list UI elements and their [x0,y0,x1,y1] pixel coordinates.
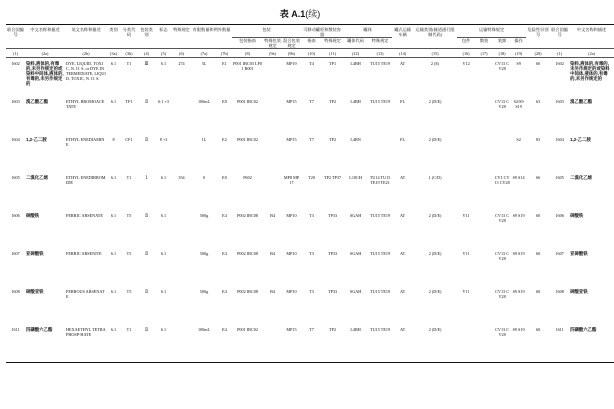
cell-loading: CV13 CV28 [495,213,509,223]
page-title-text: 表 A.1 [279,9,306,19]
col-head-portable-special: 特殊规定 [324,38,341,43]
col-number: (12) [343,49,368,58]
col-number: (8) [232,49,263,58]
cell-transport-category: 2 (D/E) [428,99,442,104]
col-head-class: 类别 [107,25,120,49]
cell-special-packing [263,324,282,363]
cell-bulk [475,248,493,286]
col-number: (6) [172,49,191,58]
cell-class: 6.1 [110,99,117,104]
col-head-transport-category: 运输类别(隧道通行限制代码) [413,25,457,49]
cell-excepted-quantity: E4 [222,213,227,218]
cell-cn-name-repeat: 砷酸亚铁 [570,289,588,294]
cell-special-provisions [172,248,191,286]
cell-en-name: ETHYL ENEDIAMINE [66,137,105,147]
cell-cn-name: 砷酸铁 [26,213,40,218]
cell-special-provisions: 274 [178,61,185,66]
cell-special-provisions [172,324,191,363]
cell-cn-name-repeat: 亚砷酸铁 [570,251,588,256]
cell-class: 6.1 [107,324,120,363]
cell-un: 1608 [11,289,20,294]
cell-limited-quantity: 500g [199,213,209,218]
col-head-hazard-id: 危险性识别号 [526,25,550,49]
cell-un-repeat: 1608 [555,289,564,294]
cell-operation: S9 S19 [511,324,526,363]
cell-hazard-id: 60 [536,289,541,294]
col-group-packaging: 包装 [232,25,301,38]
cell-loading [493,134,511,172]
table-row [6,210,614,248]
col-head-un-repeat: 联合国编号 [550,25,569,49]
cell-portable-instructions: T4 [309,61,314,66]
cell-tank-code: L4BN [350,137,361,142]
col-head-tank-special: 特殊规定 [371,38,389,43]
cell-cn-name: 四磷酸六乙酯 [25,324,65,363]
cell-class: 6.1 [110,175,117,180]
cell-tank-code: L10CH [349,175,362,180]
cell-portable-special: TP33 [328,213,338,218]
cell-bulk [475,324,493,363]
cell-operation: S9 S19 [512,289,525,294]
cell-special-provisions: 354 [178,175,185,180]
cell-label: 8 +3 [159,137,168,142]
col-head-cn-name-repeat: 中文名称和描述 [569,25,614,49]
cell-bulk [475,172,493,210]
cell-cn-name-repeat: 四磷酸六乙酯 [569,324,614,363]
column-number-row [6,49,614,58]
col-number: (15) [413,49,457,58]
cell-operation: S9 [516,61,521,66]
cell-portable-special: TP33 [328,251,338,256]
cell-special-provisions [172,286,191,324]
col-head-special-packing: 特殊包装规定 [264,38,281,48]
cell-un-repeat: 1607 [555,251,564,256]
cell-tank-vehicle: FL [400,137,406,142]
cell-packages: V12 [462,61,470,66]
cell-transport-category: 2 (D/E) [428,137,442,142]
cell-en-name: ETHYL BROMOACETATE [66,99,105,109]
col-head-packing-group: 包装类别 [138,25,155,49]
cell-special-provisions [172,210,191,248]
cell-limited-quantity: 5L [201,61,207,66]
table-header [6,25,614,58]
cell-excepted-quantity: E0 [222,175,227,180]
cell-packing-group: Ⅱ [138,324,155,363]
col-head-mixed-packing: 混合包装规定 [283,38,300,48]
cell-excepted-quantity: E4 [222,251,227,256]
cell-portable-instructions: T7 [301,324,322,363]
cell-packages: V11 [462,289,470,294]
cell-bulk [475,134,493,172]
cell-bulk [475,210,493,248]
cell-special-packing: B4 [270,289,275,294]
cell-mixed-packing: MP10 [286,213,297,218]
col-number: (13) [368,49,392,58]
cell-un: 1607 [11,251,20,256]
cell-classification-code: T5 [126,289,132,294]
cell-label: 6.1 [160,175,167,180]
cell-tank-code: SGAH [349,213,362,218]
cell-un: 1606 [11,213,20,218]
cell-cn-name: 二溴化乙烯 [26,175,48,180]
cell-packing-group: Ⅱ [145,99,148,104]
cell-loading: CV1 CV13 CV28 [494,175,510,185]
col-head-operation: 操作 [514,38,523,43]
col-number: (20) [526,49,550,58]
cell-bulk [475,286,493,324]
cell-un: 1611 [6,324,25,363]
cell-mixed-packing: MP15 [286,137,297,142]
table-row [6,286,614,324]
cell-en-name: FERRIC ARSENITE [66,251,102,256]
table-row [6,58,614,97]
cell-tank-code: L4BH [350,61,361,66]
cell-un-repeat: 1611 [550,324,569,363]
cell-bulk [475,58,493,97]
page-title [0,7,600,20]
col-head-bulk: 散装 [479,38,489,43]
cell-limited-quantity: 500g [199,251,209,256]
col-number: (7b) [217,49,232,58]
cell-class: 6.1 [110,289,117,294]
cell-excepted-quantity: E2 [222,137,227,142]
cell-hazard-id: 66 [536,175,541,180]
cell-label: 6.1 [160,213,167,218]
cell-transport-category: 2 (D/E) [428,289,442,294]
table-row [6,96,614,134]
cell-un: 1603 [11,99,20,104]
cell-tank-vehicle: AT [400,213,406,218]
table-body [6,58,614,363]
cell-classification-code: T5 [126,213,132,218]
col-number: (14) [392,49,413,58]
cell-tank-special: TU15 TE19 [370,289,391,294]
cell-portable-instructions: T20 [308,175,315,180]
col-number: (16) [457,49,475,58]
cell-class: 6.1 [110,61,117,66]
col-number: (18) [493,49,511,58]
cell-operation: S9 S19 [512,251,525,256]
cell-limited-quantity: 100mL [197,99,211,104]
col-head-loading: 装卸 [497,38,507,43]
cell-tank-special: TU15 TE19 [368,324,392,363]
col-number: (3a) [107,49,120,58]
cell-en-name: ETHYL ENEDIBROMIDE [66,175,106,185]
cell-special-packing [263,58,282,97]
cell-portable-instructions: T7 [309,99,314,104]
cell-limited-quantity: 0 [202,175,206,180]
cell-packing-instructions: P002 IBC08 [237,251,258,256]
cell-cn-name: 砷酸亚铁 [26,289,44,294]
cell-portable-special: TP2 [329,137,337,142]
cell-packing-instructions: P001 IBC02 [237,137,258,142]
cell-portable-instructions: T3 [309,251,314,256]
cell-operation: S9 S14 [512,175,525,180]
cell-label: 6.1 [155,324,172,363]
cell-packing-instructions: P002 IBC08 [237,289,258,294]
cell-loading: CV13 CV28 [495,99,509,109]
cell-tank-vehicle: AT [400,61,406,66]
cell-portable-special: TP2 TP37 [324,175,342,180]
cell-loading: CV13 CV28 [495,289,509,299]
col-head-label: 标志 [155,25,172,49]
cell-un-repeat: 1603 [555,99,564,104]
cell-cn-name-repeat: 溴乙酸乙酯 [570,99,593,104]
cell-en-name: HEXAETHYL TETRAPHOSP-HATE [65,324,107,363]
cell-label: 6.1 [160,61,167,66]
cell-operation: S2 [516,137,521,142]
cell-en-name: FERROUS ARSENATE [66,289,105,299]
cell-excepted-quantity: E4 [222,289,227,294]
cell-packing-instructions: P002 IBC08 [237,213,258,218]
table-row [6,248,614,286]
cell-en-name: DYE, LIQUID, TOXIC, N. O. S. or DYE INTERMEDIATE, LIQUID, TOXIC, N. O. S. [66,61,106,81]
cell-hazard-id: 60 [526,324,550,363]
cell-cn-name: 溴乙酸乙酯 [26,99,48,104]
cell-un: 1605 [11,175,20,180]
cell-transport-category: 2 (D/E) [413,324,457,363]
col-head-tank-vehicle: 罐式运输车辆 [392,25,413,49]
cell-cn-name-repeat: 二溴化乙烯 [570,175,593,180]
cell-packing-group: Ⅲ [144,61,149,66]
table-row [6,134,614,172]
cell-special-provisions [172,96,191,134]
cell-tank-special: TU15 TE19 [370,251,391,256]
cell-packages [457,172,475,210]
cell-packages [457,324,475,363]
cell-transport-category: 2 (D/E) [428,251,442,256]
cell-classification-code: T1 [120,324,138,363]
cell-en-name: FERRIC ARSENATE [66,213,103,218]
cell-un-repeat: 1602 [555,61,564,66]
cell-cn-name: 亚砷酸铁 [26,251,44,256]
col-head-limited-quantity: 有限数量和例外数量 [191,25,232,49]
col-number: (9b) [282,49,301,58]
col-number: (1) [550,49,569,58]
cell-portable-instructions: T3 [309,213,314,218]
cell-operation: S2/S9 S19 [513,99,524,109]
cell-transport-category: 2 (E) [430,61,440,66]
cell-un-repeat: 1604 [555,137,564,142]
cell-cn-name-repeat: 染料,液体的,有毒的,未另作规定的或染料中间体,液体的,有毒的,未另作规定的 [570,61,610,81]
cell-classification-code: TF1 [125,99,133,104]
col-head-un: 联合国编号 [6,25,25,49]
cell-packing-group: Ⅱ [145,251,148,256]
cell-packages: V11 [462,251,470,256]
cell-bulk [475,96,493,134]
cell-mixed-packing: MP19 [286,61,297,66]
cell-un-repeat: 1605 [555,175,564,180]
cell-special-packing: B4 [270,251,275,256]
col-number: (11) [322,49,343,58]
cell-cn-name-repeat: 砷酸铁 [570,213,584,218]
table-row [6,324,614,363]
cell-mixed-packing: MP8 MP17 [283,175,300,185]
col-group-portable-tanks: 可移动罐柜和散装容器 [301,25,343,38]
cell-portable-instructions: T3 [309,289,314,294]
cell-limited-quantity: 100mL [191,324,217,363]
cell-packages: V11 [462,213,470,218]
cell-mixed-packing: MP10 [286,289,297,294]
col-number: (2a) [569,49,614,58]
cell-portable-special: TP1 [329,61,337,66]
page-title-suffix: (续) [305,9,321,19]
cell-cn-name: 1,2-乙二胺 [26,137,47,142]
cell-portable-instructions: T7 [309,137,314,142]
cell-special-packing [263,96,282,134]
cell-un: 1602 [11,61,20,66]
col-head-special-provisions: 特殊规定 [172,25,191,49]
cell-packing-group: Ⅱ [145,213,148,218]
cell-cn-name-repeat: 1,2-乙二胺 [570,137,591,142]
cell-special-provisions [172,134,191,172]
cell-hazard-id: 63 [536,99,541,104]
cell-tank-code: SGAH [349,251,362,256]
cell-label: 6.1 [160,251,167,256]
cell-label: 6.1 [160,289,167,294]
cell-packing-group: Ⅱ [145,289,148,294]
cell-class: 6.1 [110,251,117,256]
cell-tank-vehicle: AT [400,251,406,256]
cell-label: 6.1 +3 [158,99,169,104]
cell-un: 1604 [11,137,20,142]
cell-excepted-quantity: E1 [222,61,227,66]
col-number: (10) [301,49,322,58]
col-number: (17) [475,49,493,58]
col-number: (2a) [25,49,65,58]
cell-hazard-id: 83 [536,137,541,142]
cell-tank-code: SGAH [349,289,362,294]
cell-portable-special: TP2 [322,324,343,363]
cell-packages [457,134,475,172]
cell-operation: S9 S19 [512,213,525,218]
cell-tank-vehicle: AT [392,324,413,363]
cell-tank-vehicle: AT [400,175,406,180]
cell-tank-special: TU15 TE19 [370,99,391,104]
cell-special-packing [263,134,282,172]
cell-class: 8 [112,137,115,142]
col-number: (5) [155,49,172,58]
cell-packing-group: Ⅰ [145,175,148,180]
col-number: (3b) [120,49,138,58]
cell-special-packing: B4 [270,213,275,218]
cell-packing-instructions: P602 [243,175,252,180]
col-number: (9a) [263,49,282,58]
cell-packing-instructions: P001 IBC02 [232,324,263,363]
cell-limited-quantity: 1L [201,137,207,142]
cell-classification-code: T1 [126,175,132,180]
cell-limited-quantity: 500g [199,289,209,294]
cell-packages [457,96,475,134]
col-number: (7a) [191,49,217,58]
cell-packing-instructions: P001 IBC03 LP01 R001 [233,61,262,71]
cell-portable-special: TP33 [328,289,338,294]
cell-tank-special: TU15 TE19 [370,61,391,66]
col-number: (1) [6,49,25,58]
cell-un-repeat: 1606 [555,213,564,218]
cell-mixed-packing: MP15 [282,324,301,363]
col-group-carriage-provisions: 运输特殊规定 [457,25,526,38]
col-head-classification-code: 分类代码 [120,25,138,49]
cell-portable-special: TP2 [329,99,337,104]
col-number: (4) [138,49,155,58]
cell-transport-category: 1 (C/D) [428,175,442,180]
cell-tank-code: L4BH [350,99,361,104]
col-head-tank-code: 罐体代码 [347,38,364,43]
cell-cn-name: 染料,液体的,有毒的,未另作规定的或染料中间体,液体的,有毒的,未另作规定的 [26,61,64,86]
col-number: (19) [511,49,526,58]
cell-hazard-id: 60 [536,61,541,66]
cell-excepted-quantity: E4 [217,324,232,363]
cell-excepted-quantity: E0 [222,99,227,104]
cell-special-packing [263,172,282,210]
dangerous-goods-table [6,24,614,363]
cell-packing-instructions: P001 IBC02 [237,99,258,104]
cell-tank-code: L4BH [343,324,368,363]
col-head-packing-instructions: 包装指南 [239,38,256,43]
cell-classification-code: T1 [126,61,132,66]
cell-tank-vehicle: FL [400,99,406,104]
cell-packing-group: Ⅱ [145,137,148,142]
cell-tank-special: TU14 TU15 TE19 TE21 [369,175,391,185]
cell-loading: CV13 CV28 [493,324,511,363]
col-number: (2b) [65,49,107,58]
cell-tank-special: TU15 TE19 [370,213,391,218]
col-head-en-name: 英文名称和描述 [65,25,107,49]
cell-mixed-packing: MP10 [286,251,297,256]
col-head-cn-name: 中文名称和描述 [25,25,65,49]
cell-hazard-id: 60 [536,213,541,218]
cell-tank-vehicle: AT [400,289,406,294]
col-group-tank: 罐体 [343,25,392,38]
col-head-packages: 包件 [461,38,471,43]
cell-classification-code: T5 [126,251,132,256]
cell-loading: CV13 CV28 [495,61,509,71]
col-head-portable-instructions: 指南 [307,38,316,43]
cell-classification-code: CF1 [125,137,133,142]
cell-class: 6.1 [110,213,117,218]
cell-mixed-packing: MP15 [286,99,297,104]
cell-loading: CV13 CV28 [495,251,509,261]
cell-tank-special [368,134,392,172]
table-row [6,172,614,210]
cell-transport-category: 2 (D/E) [428,213,442,218]
cell-hazard-id: 60 [536,251,541,256]
